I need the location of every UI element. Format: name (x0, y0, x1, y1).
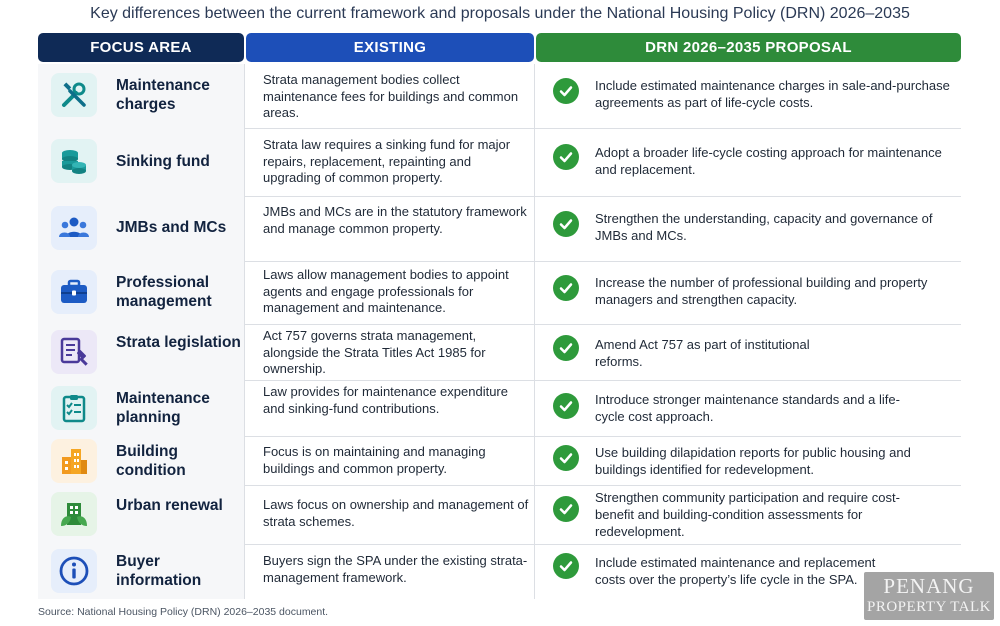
existing-text: Buyers sign the SPA under the existing strata-management framework. (263, 553, 528, 585)
proposal-cell (536, 196, 961, 261)
header-proposal: DRN 2026–2035 PROPOSAL (536, 33, 961, 62)
focus-cell (38, 485, 245, 544)
coin-stack-icon (51, 139, 97, 183)
proposal-text: Use building dilapidation reports for public housing and buildings identified for redevelopment. (595, 445, 911, 477)
focus-cell (38, 128, 245, 196)
check-icon (553, 144, 579, 170)
table-row (38, 324, 961, 381)
table-row (38, 196, 961, 262)
focus-cell (38, 196, 245, 261)
table-row (38, 436, 961, 486)
check-icon (553, 335, 579, 361)
focus-area-name: Sinking fund (116, 153, 210, 170)
focus-area-name: Building condition (116, 443, 186, 479)
focus-area-name: Buyer information (116, 553, 202, 589)
table-row (38, 64, 961, 129)
existing-text: JMBs and MCs are in the statutory framework and manage common property. (263, 204, 527, 236)
page-title: Key differences between the current framework and proposals under the National Housing Policy (DRN) 2026–2035 (90, 5, 910, 22)
clipboard-checklist-icon (51, 386, 97, 430)
focus-cell (38, 380, 245, 436)
focus-area-name: JMBs and MCs (116, 219, 227, 236)
proposal-cell (536, 380, 961, 436)
focus-area-name: Maintenance planning (116, 390, 210, 426)
existing-text: Laws focus on ownership and management of strata schemes. (263, 497, 529, 529)
table-row (38, 128, 961, 197)
check-icon (553, 445, 579, 471)
existing-text: Law provides for maintenance expenditure and sinking-fund contributions. (263, 384, 508, 416)
focus-cell (38, 324, 245, 380)
proposal-cell (536, 485, 961, 544)
table-row (38, 544, 961, 599)
watermark-logo (864, 572, 994, 620)
buildings-icon (51, 439, 97, 483)
table-row (38, 261, 961, 325)
existing-text: Strata management bodies collect maintenance fees for buildings and common areas. (263, 72, 519, 120)
focus-cell (38, 436, 245, 485)
focus-area-name: Urban renewal (116, 497, 223, 514)
watermark-line1: PENANG (883, 574, 975, 598)
check-icon (553, 393, 579, 419)
existing-text: Laws allow management bodies to appoint agents and engage professionals for management and maintenance. (263, 267, 509, 315)
legal-document-gavel-icon (51, 330, 97, 374)
existing-cell (246, 544, 535, 599)
existing-text: Focus is on maintaining and managing buildings and common property. (263, 444, 486, 476)
existing-cell (246, 64, 535, 128)
proposal-text: Include estimated maintenance and replacement costs over the property’s life cycle in the SPA. (595, 555, 876, 587)
focus-cell (38, 261, 245, 324)
focus-cell (38, 544, 245, 599)
people-group-icon (51, 206, 97, 250)
proposal-cell (536, 436, 961, 485)
proposal-text: Strengthen the understanding, capacity and governance of JMBs and MCs. (595, 211, 933, 243)
focus-area-name: Maintenance charges (116, 77, 210, 113)
existing-cell (246, 196, 535, 261)
focus-area-name: Professional management (116, 274, 212, 310)
header-focus-area: FOCUS AREA (38, 33, 244, 62)
proposal-text: Include estimated maintenance charges in sale-and-purchase agreements as part of life-cycle costs. (595, 78, 950, 110)
briefcase-icon (51, 270, 97, 314)
existing-cell (246, 261, 535, 324)
table-row (38, 380, 961, 437)
proposal-cell (536, 261, 961, 324)
proposal-cell (536, 324, 961, 380)
check-icon (553, 496, 579, 522)
proposal-text: Strengthen community participation and require cost-benefit and building-condition assessments for redevelopment. (595, 490, 900, 539)
proposal-text: Adopt a broader life-cycle costing approach for maintenance and replacement. (595, 145, 942, 177)
wrench-screwdriver-icon (51, 73, 97, 117)
existing-cell (246, 128, 535, 196)
table-row (38, 485, 961, 545)
focus-cell (38, 64, 245, 128)
proposal-text: Increase the number of professional building and property managers and strengthen capacity. (595, 275, 928, 307)
info-icon (51, 549, 97, 593)
existing-text: Strata law requires a sinking fund for major repairs, replacement, repainting and upgrading of common property. (263, 137, 511, 185)
proposal-text: Introduce stronger maintenance standards and a life-cycle cost approach. (595, 392, 900, 424)
focus-area-name: Strata legislation (116, 334, 241, 351)
proposal-cell (536, 128, 961, 196)
proposal-cell (536, 64, 961, 128)
check-icon (553, 275, 579, 301)
check-icon (553, 78, 579, 104)
check-icon (553, 553, 579, 579)
check-icon (553, 211, 579, 237)
existing-cell (246, 324, 535, 380)
existing-cell (246, 485, 535, 544)
existing-cell (246, 380, 535, 436)
proposal-text: Amend Act 757 as part of institutional reforms. (595, 337, 810, 369)
header-existing: EXISTING (246, 33, 534, 62)
green-building-leaf-icon (51, 492, 97, 536)
watermark-line2: PROPERTY TALK (867, 599, 991, 615)
existing-cell (246, 436, 535, 485)
existing-text: Act 757 governs strata management, alongside the Strata Titles Act 1985 for ownership. (263, 328, 486, 376)
source-note: Source: National Housing Policy (DRN) 2026–2035 document. (38, 606, 329, 618)
